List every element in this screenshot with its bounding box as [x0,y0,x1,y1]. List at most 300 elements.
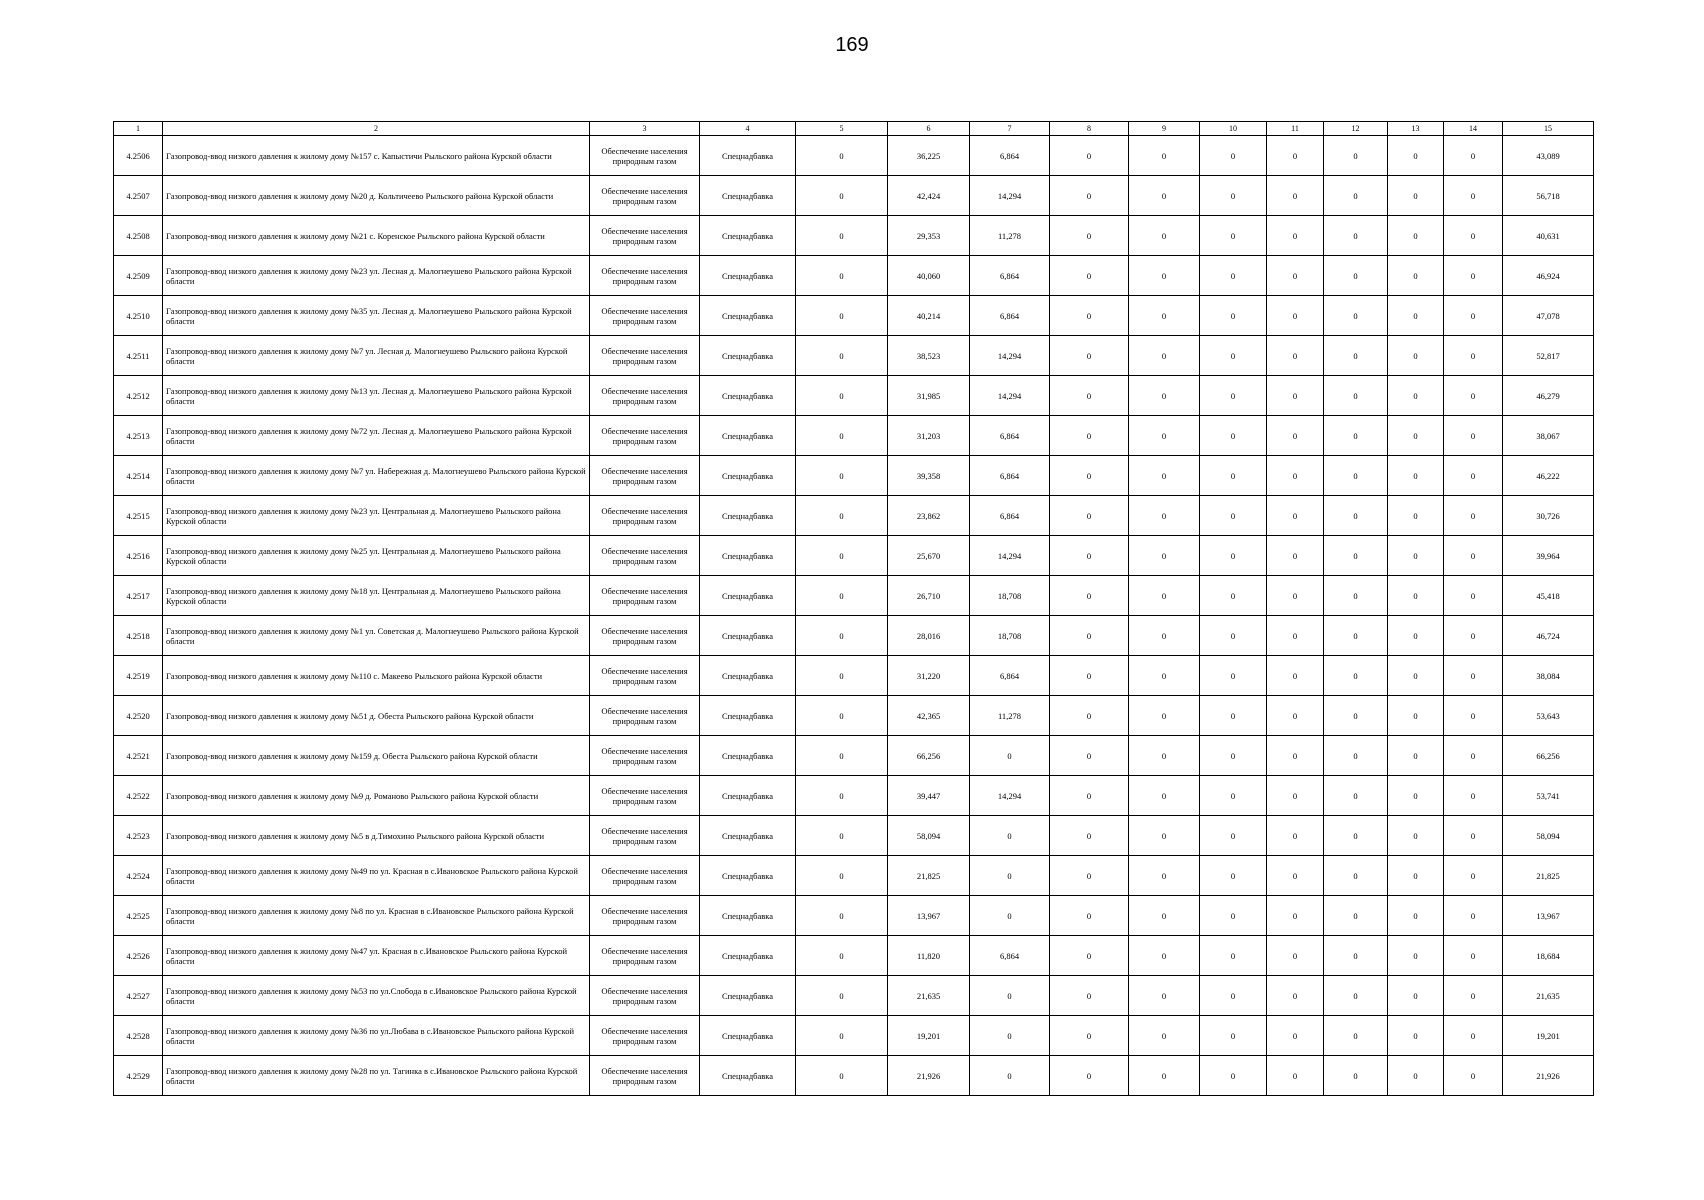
col-7-cell: 14,294 [970,336,1050,376]
col-header-15: 15 [1503,122,1594,136]
col-header-12: 12 [1324,122,1388,136]
object-name-cell: Газопровод-ввод низкого давления к жилому дому №35 ул. Лесная д. Малогнеушево Рыльского района Курской области [163,296,590,336]
col-13-cell: 0 [1388,216,1444,256]
col-14-cell: 0 [1444,1016,1503,1056]
funding-source-cell: Спецнадбавка [700,776,796,816]
col-9-cell: 0 [1129,816,1200,856]
col-10-cell: 0 [1200,896,1267,936]
col-14-cell: 0 [1444,696,1503,736]
row-number-cell: 4.2523 [114,816,163,856]
col-9-cell: 0 [1129,416,1200,456]
col-8-cell: 0 [1050,776,1129,816]
object-name-cell: Газопровод-ввод низкого давления к жилому дому №13 ул. Лесная д. Малогнеушево Рыльского района Курской области [163,376,590,416]
col-7-cell: 6,864 [970,456,1050,496]
col-13-cell: 0 [1388,816,1444,856]
col-11-cell: 0 [1267,496,1324,536]
col-6-cell: 36,225 [888,136,970,176]
col-10-cell: 0 [1200,976,1267,1016]
purpose-cell: Обеспечение населения природным газом [590,576,700,616]
col-13-cell: 0 [1388,336,1444,376]
col-7-cell: 14,294 [970,376,1050,416]
col-12-cell: 0 [1324,936,1388,976]
col-7-cell: 0 [970,816,1050,856]
col-12-cell: 0 [1324,816,1388,856]
col-6-cell: 42,365 [888,696,970,736]
col-7-cell: 6,864 [970,136,1050,176]
col-12-cell: 0 [1324,576,1388,616]
col-12-cell: 0 [1324,336,1388,376]
col-13-cell: 0 [1388,136,1444,176]
col-12-cell: 0 [1324,176,1388,216]
row-number-cell: 4.2515 [114,496,163,536]
col-5-cell: 0 [796,176,888,216]
funding-source-cell: Спецнадбавка [700,616,796,656]
object-name-cell: Газопровод-ввод низкого давления к жилому дому №18 ул. Центральная д. Малогнеушево Рыльского района Курской области [163,576,590,616]
row-number-cell: 4.2528 [114,1016,163,1056]
col-14-cell: 0 [1444,736,1503,776]
col-6-cell: 13,967 [888,896,970,936]
col-7-cell: 0 [970,1016,1050,1056]
col-5-cell: 0 [796,456,888,496]
table-row [114,1056,1594,1096]
table-row [114,136,1594,176]
funding-source-cell: Спецнадбавка [700,416,796,456]
table-row [114,616,1594,656]
col-11-cell: 0 [1267,896,1324,936]
col-14-cell: 0 [1444,616,1503,656]
col-9-cell: 0 [1129,176,1200,216]
row-number-cell: 4.2525 [114,896,163,936]
col-8-cell: 0 [1050,816,1129,856]
object-name-cell: Газопровод-ввод низкого давления к жилому дому №7 ул. Лесная д. Малогнеушево Рыльского района Курской области [163,336,590,376]
col-14-cell: 0 [1444,856,1503,896]
purpose-cell: Обеспечение населения природным газом [590,736,700,776]
col-10-cell: 0 [1200,456,1267,496]
col-14-cell: 0 [1444,416,1503,456]
row-number-cell: 4.2519 [114,656,163,696]
funding-source-cell: Спецнадбавка [700,536,796,576]
funding-source-cell: Спецнадбавка [700,376,796,416]
col-8-cell: 0 [1050,896,1129,936]
purpose-cell: Обеспечение населения природным газом [590,296,700,336]
col-10-cell: 0 [1200,176,1267,216]
col-12-cell: 0 [1324,496,1388,536]
col-13-cell: 0 [1388,496,1444,536]
purpose-cell: Обеспечение населения природным газом [590,416,700,456]
row-number-cell: 4.2518 [114,616,163,656]
col-14-cell: 0 [1444,976,1503,1016]
col-15-total-cell: 21,825 [1503,856,1594,896]
col-13-cell: 0 [1388,736,1444,776]
object-name-cell: Газопровод-ввод низкого давления к жилому дому №23 ул. Лесная д. Малогнеушево Рыльского района Курской области [163,256,590,296]
col-12-cell: 0 [1324,536,1388,576]
col-11-cell: 0 [1267,816,1324,856]
col-12-cell: 0 [1324,976,1388,1016]
col-14-cell: 0 [1444,456,1503,496]
col-13-cell: 0 [1388,1056,1444,1096]
col-10-cell: 0 [1200,256,1267,296]
object-name-cell: Газопровод-ввод низкого давления к жилому дому №72 ул. Лесная д. Малогнеушево Рыльского района Курской области [163,416,590,456]
purpose-cell: Обеспечение населения природным газом [590,776,700,816]
col-11-cell: 0 [1267,856,1324,896]
col-11-cell: 0 [1267,1016,1324,1056]
col-13-cell: 0 [1388,856,1444,896]
col-12-cell: 0 [1324,296,1388,336]
col-11-cell: 0 [1267,416,1324,456]
funding-source-cell: Спецнадбавка [700,336,796,376]
row-number-cell: 4.2521 [114,736,163,776]
col-header-13: 13 [1388,122,1444,136]
col-13-cell: 0 [1388,296,1444,336]
col-9-cell: 0 [1129,1056,1200,1096]
col-8-cell: 0 [1050,536,1129,576]
col-10-cell: 0 [1200,1056,1267,1096]
col-14-cell: 0 [1444,176,1503,216]
col-15-total-cell: 43,089 [1503,136,1594,176]
col-10-cell: 0 [1200,856,1267,896]
col-7-cell: 18,708 [970,616,1050,656]
col-9-cell: 0 [1129,296,1200,336]
table-row [114,1016,1594,1056]
col-12-cell: 0 [1324,256,1388,296]
row-number-cell: 4.2524 [114,856,163,896]
col-5-cell: 0 [796,136,888,176]
col-14-cell: 0 [1444,496,1503,536]
purpose-cell: Обеспечение населения природным газом [590,1016,700,1056]
object-name-cell: Газопровод-ввод низкого давления к жилому дому №21 с. Коренское Рыльского района Курской области [163,216,590,256]
object-name-cell: Газопровод-ввод низкого давления к жилому дому №47 ул. Красная в с.Ивановское Рыльского района Курской области [163,936,590,976]
col-6-cell: 66,256 [888,736,970,776]
col-header-4: 4 [700,122,796,136]
col-9-cell: 0 [1129,456,1200,496]
col-6-cell: 26,710 [888,576,970,616]
col-8-cell: 0 [1050,976,1129,1016]
col-13-cell: 0 [1388,256,1444,296]
col-header-7: 7 [970,122,1050,136]
col-8-cell: 0 [1050,696,1129,736]
col-7-cell: 6,864 [970,256,1050,296]
object-name-cell: Газопровод-ввод низкого давления к жилому дому №51 д. Обеста Рыльского района Курской области [163,696,590,736]
col-5-cell: 0 [796,856,888,896]
purpose-cell: Обеспечение населения природным газом [590,816,700,856]
col-15-total-cell: 21,926 [1503,1056,1594,1096]
col-5-cell: 0 [796,936,888,976]
table-row [114,256,1594,296]
col-10-cell: 0 [1200,616,1267,656]
col-5-cell: 0 [796,696,888,736]
col-9-cell: 0 [1129,1016,1200,1056]
table-row [114,696,1594,736]
table-row [114,216,1594,256]
col-11-cell: 0 [1267,336,1324,376]
col-8-cell: 0 [1050,176,1129,216]
col-11-cell: 0 [1267,776,1324,816]
object-name-cell: Газопровод-ввод низкого давления к жилому дому №159 д. Обеста Рыльского района Курской области [163,736,590,776]
object-name-cell: Газопровод-ввод низкого давления к жилому дому №25 ул. Центральная д. Малогнеушево Рыльского района Курской области [163,536,590,576]
funding-source-cell: Спецнадбавка [700,656,796,696]
col-9-cell: 0 [1129,376,1200,416]
col-14-cell: 0 [1444,256,1503,296]
col-7-cell: 6,864 [970,416,1050,456]
col-11-cell: 0 [1267,736,1324,776]
col-13-cell: 0 [1388,696,1444,736]
col-15-total-cell: 38,084 [1503,656,1594,696]
col-14-cell: 0 [1444,136,1503,176]
col-15-total-cell: 21,635 [1503,976,1594,1016]
table-row [114,376,1594,416]
col-13-cell: 0 [1388,656,1444,696]
col-6-cell: 19,201 [888,1016,970,1056]
row-number-cell: 4.2508 [114,216,163,256]
table-row [114,656,1594,696]
col-5-cell: 0 [796,536,888,576]
col-6-cell: 11,820 [888,936,970,976]
col-6-cell: 21,926 [888,1056,970,1096]
col-10-cell: 0 [1200,736,1267,776]
col-11-cell: 0 [1267,176,1324,216]
col-11-cell: 0 [1267,696,1324,736]
col-9-cell: 0 [1129,896,1200,936]
col-header-5: 5 [796,122,888,136]
col-10-cell: 0 [1200,776,1267,816]
col-12-cell: 0 [1324,616,1388,656]
row-number-cell: 4.2509 [114,256,163,296]
row-number-cell: 4.2510 [114,296,163,336]
col-15-total-cell: 53,643 [1503,696,1594,736]
col-15-total-cell: 52,817 [1503,336,1594,376]
col-5-cell: 0 [796,1056,888,1096]
row-number-cell: 4.2512 [114,376,163,416]
col-11-cell: 0 [1267,136,1324,176]
col-10-cell: 0 [1200,536,1267,576]
purpose-cell: Обеспечение населения природным газом [590,136,700,176]
col-12-cell: 0 [1324,1016,1388,1056]
col-9-cell: 0 [1129,576,1200,616]
col-14-cell: 0 [1444,376,1503,416]
col-11-cell: 0 [1267,216,1324,256]
col-5-cell: 0 [796,296,888,336]
col-8-cell: 0 [1050,936,1129,976]
purpose-cell: Обеспечение населения природным газом [590,696,700,736]
row-number-cell: 4.2507 [114,176,163,216]
col-13-cell: 0 [1388,776,1444,816]
col-6-cell: 29,353 [888,216,970,256]
col-header-11: 11 [1267,122,1324,136]
col-header-9: 9 [1129,122,1200,136]
col-8-cell: 0 [1050,656,1129,696]
col-10-cell: 0 [1200,936,1267,976]
col-9-cell: 0 [1129,936,1200,976]
col-12-cell: 0 [1324,416,1388,456]
col-11-cell: 0 [1267,656,1324,696]
col-7-cell: 11,278 [970,216,1050,256]
row-number-cell: 4.2527 [114,976,163,1016]
funding-source-cell: Спецнадбавка [700,136,796,176]
funding-source-cell: Спецнадбавка [700,976,796,1016]
row-number-cell: 4.2517 [114,576,163,616]
col-15-total-cell: 53,741 [1503,776,1594,816]
object-name-cell: Газопровод-ввод низкого давления к жилому дому №49 по ул. Красная в с.Ивановское Рыльского района Курской области [163,856,590,896]
object-name-cell: Газопровод-ввод низкого давления к жилому дому №7 ул. Набережная д. Малогнеушево Рыльского района Курской области [163,456,590,496]
col-15-total-cell: 66,256 [1503,736,1594,776]
col-11-cell: 0 [1267,376,1324,416]
col-5-cell: 0 [796,256,888,296]
col-13-cell: 0 [1388,416,1444,456]
col-8-cell: 0 [1050,1016,1129,1056]
purpose-cell: Обеспечение населения природным газом [590,856,700,896]
col-10-cell: 0 [1200,816,1267,856]
col-8-cell: 0 [1050,376,1129,416]
col-9-cell: 0 [1129,496,1200,536]
col-14-cell: 0 [1444,216,1503,256]
table-row [114,456,1594,496]
col-8-cell: 0 [1050,256,1129,296]
col-10-cell: 0 [1200,136,1267,176]
col-5-cell: 0 [796,776,888,816]
purpose-cell: Обеспечение населения природным газом [590,896,700,936]
object-name-cell: Газопровод-ввод низкого давления к жилому дому №36 по ул.Любава в с.Ивановское Рыльского района Курской области [163,1016,590,1056]
col-14-cell: 0 [1444,896,1503,936]
investment-table [113,121,1594,1096]
col-10-cell: 0 [1200,376,1267,416]
col-14-cell: 0 [1444,536,1503,576]
col-14-cell: 0 [1444,936,1503,976]
row-number-cell: 4.2520 [114,696,163,736]
col-15-total-cell: 18,684 [1503,936,1594,976]
col-header-3: 3 [590,122,700,136]
col-5-cell: 0 [796,216,888,256]
col-5-cell: 0 [796,616,888,656]
object-name-cell: Газопровод-ввод низкого давления к жилому дому №23 ул. Центральная д. Малогнеушево Рыльского района Курской области [163,496,590,536]
funding-source-cell: Спецнадбавка [700,576,796,616]
col-5-cell: 0 [796,896,888,936]
col-7-cell: 6,864 [970,296,1050,336]
col-11-cell: 0 [1267,576,1324,616]
row-number-cell: 4.2516 [114,536,163,576]
col-7-cell: 11,278 [970,696,1050,736]
col-6-cell: 58,094 [888,816,970,856]
col-7-cell: 18,708 [970,576,1050,616]
col-12-cell: 0 [1324,696,1388,736]
col-8-cell: 0 [1050,616,1129,656]
col-6-cell: 21,635 [888,976,970,1016]
col-8-cell: 0 [1050,576,1129,616]
col-8-cell: 0 [1050,416,1129,456]
col-6-cell: 38,523 [888,336,970,376]
col-11-cell: 0 [1267,536,1324,576]
col-header-6: 6 [888,122,970,136]
col-15-total-cell: 56,718 [1503,176,1594,216]
col-13-cell: 0 [1388,1016,1444,1056]
col-7-cell: 0 [970,976,1050,1016]
table-row [114,976,1594,1016]
col-15-total-cell: 30,726 [1503,496,1594,536]
object-name-cell: Газопровод-ввод низкого давления к жилому дому №5 в д.Тимохино Рыльского района Курской области [163,816,590,856]
col-8-cell: 0 [1050,296,1129,336]
col-12-cell: 0 [1324,776,1388,816]
col-12-cell: 0 [1324,1056,1388,1096]
col-7-cell: 0 [970,856,1050,896]
purpose-cell: Обеспечение населения природным газом [590,1056,700,1096]
col-10-cell: 0 [1200,416,1267,456]
col-13-cell: 0 [1388,536,1444,576]
col-9-cell: 0 [1129,656,1200,696]
row-number-cell: 4.2511 [114,336,163,376]
col-13-cell: 0 [1388,896,1444,936]
table-row [114,176,1594,216]
purpose-cell: Обеспечение населения природным газом [590,936,700,976]
col-5-cell: 0 [796,1016,888,1056]
col-10-cell: 0 [1200,576,1267,616]
table-row [114,816,1594,856]
col-11-cell: 0 [1267,936,1324,976]
table-row [114,296,1594,336]
col-7-cell: 6,864 [970,936,1050,976]
purpose-cell: Обеспечение населения природным газом [590,656,700,696]
row-number-cell: 4.2513 [114,416,163,456]
col-13-cell: 0 [1388,576,1444,616]
col-5-cell: 0 [796,816,888,856]
col-15-total-cell: 58,094 [1503,816,1594,856]
funding-source-cell: Спецнадбавка [700,176,796,216]
col-11-cell: 0 [1267,976,1324,1016]
funding-source-cell: Спецнадбавка [700,936,796,976]
col-5-cell: 0 [796,336,888,376]
col-15-total-cell: 47,078 [1503,296,1594,336]
col-14-cell: 0 [1444,296,1503,336]
col-7-cell: 14,294 [970,536,1050,576]
page-number: 169 [835,34,869,56]
col-6-cell: 23,862 [888,496,970,536]
col-11-cell: 0 [1267,296,1324,336]
purpose-cell: Обеспечение населения природным газом [590,976,700,1016]
funding-source-cell: Спецнадбавка [700,1016,796,1056]
col-header-1: 1 [114,122,163,136]
funding-source-cell: Спецнадбавка [700,896,796,936]
col-14-cell: 0 [1444,656,1503,696]
col-10-cell: 0 [1200,696,1267,736]
table-row [114,536,1594,576]
row-number-cell: 4.2506 [114,136,163,176]
col-header-8: 8 [1050,122,1129,136]
col-8-cell: 0 [1050,496,1129,536]
header-row [114,122,1594,136]
col-7-cell: 0 [970,736,1050,776]
col-10-cell: 0 [1200,296,1267,336]
object-name-cell: Газопровод-ввод низкого давления к жилому дому №28 по ул. Тагинка в с.Ивановское Рыльского района Курской области [163,1056,590,1096]
col-9-cell: 0 [1129,616,1200,656]
col-13-cell: 0 [1388,376,1444,416]
col-15-total-cell: 46,724 [1503,616,1594,656]
col-5-cell: 0 [796,496,888,536]
table-row [114,856,1594,896]
funding-source-cell: Спецнадбавка [700,696,796,736]
purpose-cell: Обеспечение населения природным газом [590,256,700,296]
col-14-cell: 0 [1444,336,1503,376]
row-number-cell: 4.2514 [114,456,163,496]
col-9-cell: 0 [1129,336,1200,376]
col-7-cell: 6,864 [970,496,1050,536]
col-15-total-cell: 46,222 [1503,456,1594,496]
col-15-total-cell: 39,964 [1503,536,1594,576]
col-6-cell: 39,447 [888,776,970,816]
col-14-cell: 0 [1444,776,1503,816]
col-7-cell: 6,864 [970,656,1050,696]
col-13-cell: 0 [1388,976,1444,1016]
col-6-cell: 42,424 [888,176,970,216]
col-10-cell: 0 [1200,1016,1267,1056]
col-9-cell: 0 [1129,776,1200,816]
